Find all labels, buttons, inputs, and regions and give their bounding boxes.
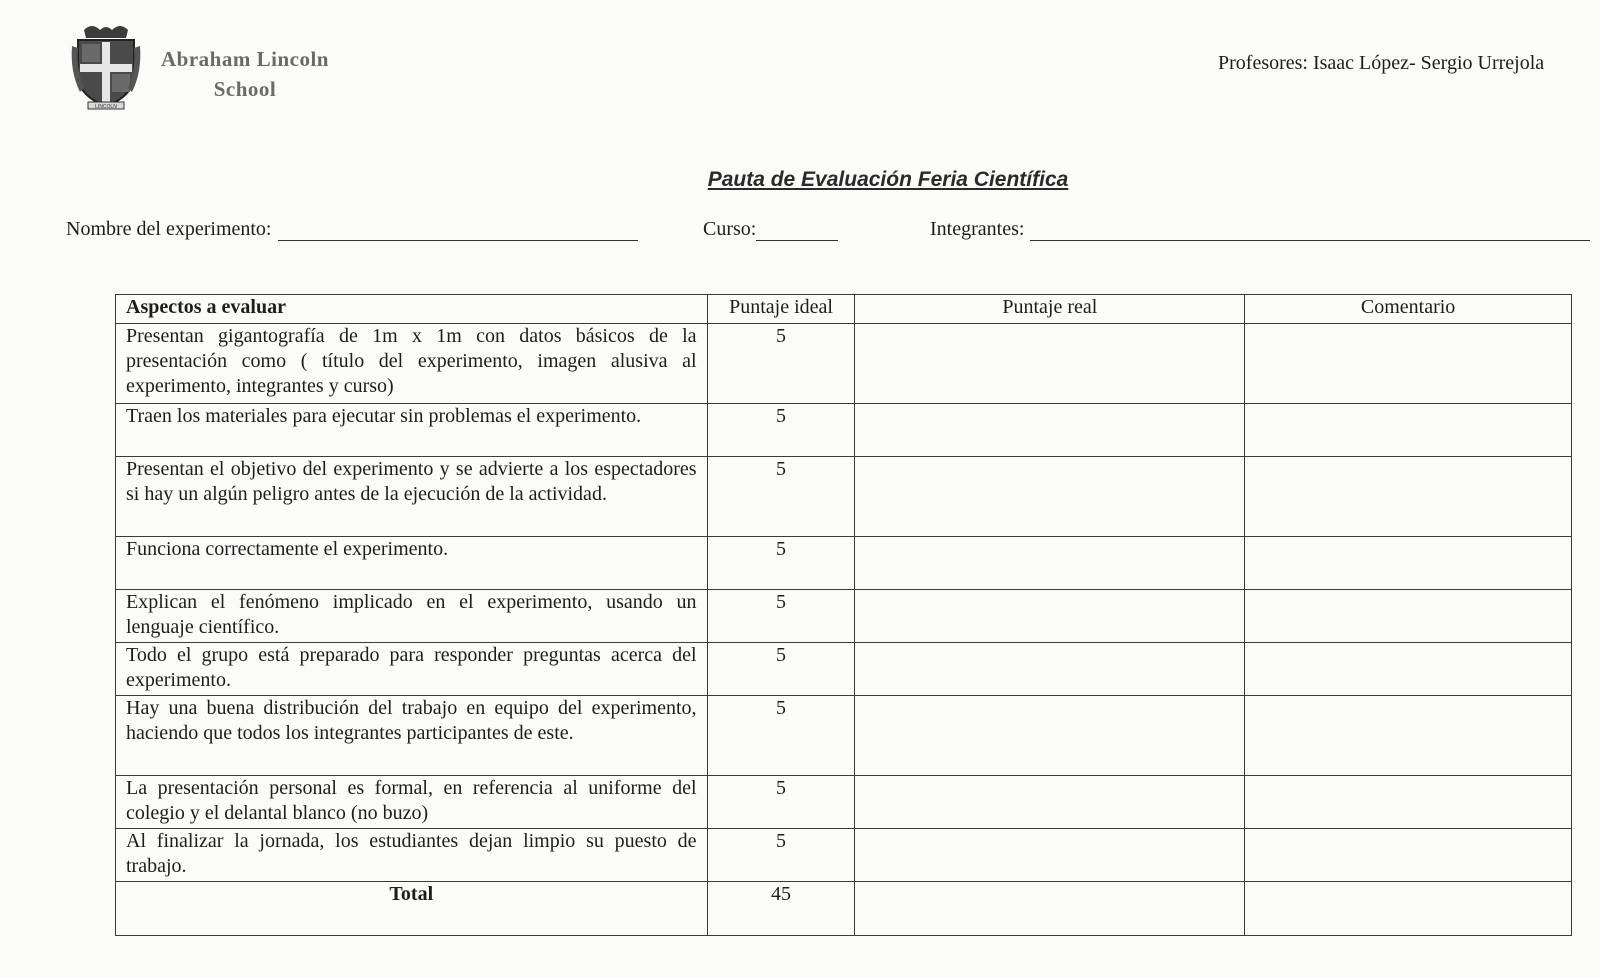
comment-cell[interactable] [1245, 404, 1572, 457]
table-row [116, 457, 1572, 537]
aspect-cell: Al finalizar la jornada, los estudiantes dejan limpio su puesto de trabajo. [116, 829, 708, 882]
curso-field[interactable] [703, 218, 838, 241]
table-row [116, 776, 1572, 829]
real-score-cell[interactable] [855, 643, 1245, 696]
school-name-line-1: Abraham Lincoln [161, 47, 329, 71]
real-score-cell[interactable] [855, 696, 1245, 776]
integrantes-blank[interactable] [1030, 220, 1590, 241]
ideal-score-cell: 5 [707, 643, 855, 696]
ideal-score-cell: 5 [707, 404, 855, 457]
ideal-score-cell: 5 [707, 829, 855, 882]
ideal-score-cell: 5 [707, 457, 855, 537]
school-name [150, 44, 340, 104]
ideal-score-cell: 5 [707, 537, 855, 590]
comment-cell[interactable] [1245, 324, 1572, 404]
school-crest-logo [70, 22, 142, 110]
comment-cell[interactable] [1245, 776, 1572, 829]
total-real-score-cell[interactable] [855, 882, 1245, 936]
ideal-score-cell: 5 [707, 696, 855, 776]
header-aspectos: Aspectos a evaluar [116, 295, 708, 324]
table-row [116, 324, 1572, 404]
aspect-cell: Funciona correctamente el experimento. [116, 537, 708, 590]
ideal-score-cell: 5 [707, 324, 855, 404]
svg-text:LINCOLN: LINCOLN [95, 104, 117, 110]
aspect-cell: Traen los materiales para ejecutar sin problemas el experimento. [116, 404, 708, 457]
school-name-line-2: School [213, 77, 277, 101]
comment-cell[interactable] [1245, 537, 1572, 590]
comment-cell[interactable] [1245, 643, 1572, 696]
evaluation-table [115, 294, 1572, 936]
aspect-cell: Hay una buena distribución del trabajo en equipo del experimento, haciendo que todos los integrantes participantes de este. [116, 696, 708, 776]
table-row [116, 590, 1572, 643]
ideal-score-cell: 5 [707, 590, 855, 643]
table-header-row [116, 295, 1572, 324]
experiment-name-field[interactable] [66, 218, 638, 241]
aspect-cell: Explican el fenómeno implicado en el experimento, usando un lenguaje científico. [116, 590, 708, 643]
table-row [116, 696, 1572, 776]
integrantes-label: Integrantes: [930, 218, 1025, 240]
aspect-cell: Presentan gigantografía de 1m x 1m con datos básicos de la presentación como ( título del experimento, imagen alusiva al experimento, integrantes y curso) [116, 324, 708, 404]
total-row [116, 882, 1572, 936]
experiment-name-blank[interactable] [278, 220, 638, 241]
real-score-cell[interactable] [855, 457, 1245, 537]
integrantes-field[interactable] [930, 218, 1590, 241]
total-comment-cell[interactable] [1245, 882, 1572, 936]
header-puntaje-ideal: Puntaje ideal [707, 295, 855, 324]
ideal-score-cell: 5 [707, 776, 855, 829]
header-puntaje-real: Puntaje real [855, 295, 1245, 324]
total-label: Total [116, 882, 708, 936]
real-score-cell[interactable] [855, 590, 1245, 643]
table-row [116, 643, 1572, 696]
table-row [116, 537, 1572, 590]
total-value: 45 [707, 882, 855, 936]
comment-cell[interactable] [1245, 696, 1572, 776]
table-row [116, 404, 1572, 457]
real-score-cell[interactable] [855, 829, 1245, 882]
table-row [116, 829, 1572, 882]
form-title: Pauta de Evaluación Feria Científica [707, 168, 1069, 191]
header-comentario: Comentario [1245, 295, 1572, 324]
real-score-cell[interactable] [855, 537, 1245, 590]
curso-label: Curso: [703, 218, 757, 240]
comment-cell[interactable] [1245, 590, 1572, 643]
aspect-cell: La presentación personal es formal, en referencia al uniforme del colegio y el delantal blanco (no buzo) [116, 776, 708, 829]
professors-label: Profesores: Isaac López- Sergio Urrejola [1218, 52, 1545, 74]
aspect-cell: Presentan el objetivo del experimento y se advierte a los espectadores si hay un algún peligro antes de la ejecución de la actividad. [116, 457, 708, 537]
real-score-cell[interactable] [855, 324, 1245, 404]
comment-cell[interactable] [1245, 457, 1572, 537]
curso-blank[interactable] [756, 220, 838, 241]
aspect-cell: Todo el grupo está preparado para responder preguntas acerca del experimento. [116, 643, 708, 696]
experiment-name-label: Nombre del experimento: [66, 218, 272, 240]
real-score-cell[interactable] [855, 404, 1245, 457]
comment-cell[interactable] [1245, 829, 1572, 882]
real-score-cell[interactable] [855, 776, 1245, 829]
